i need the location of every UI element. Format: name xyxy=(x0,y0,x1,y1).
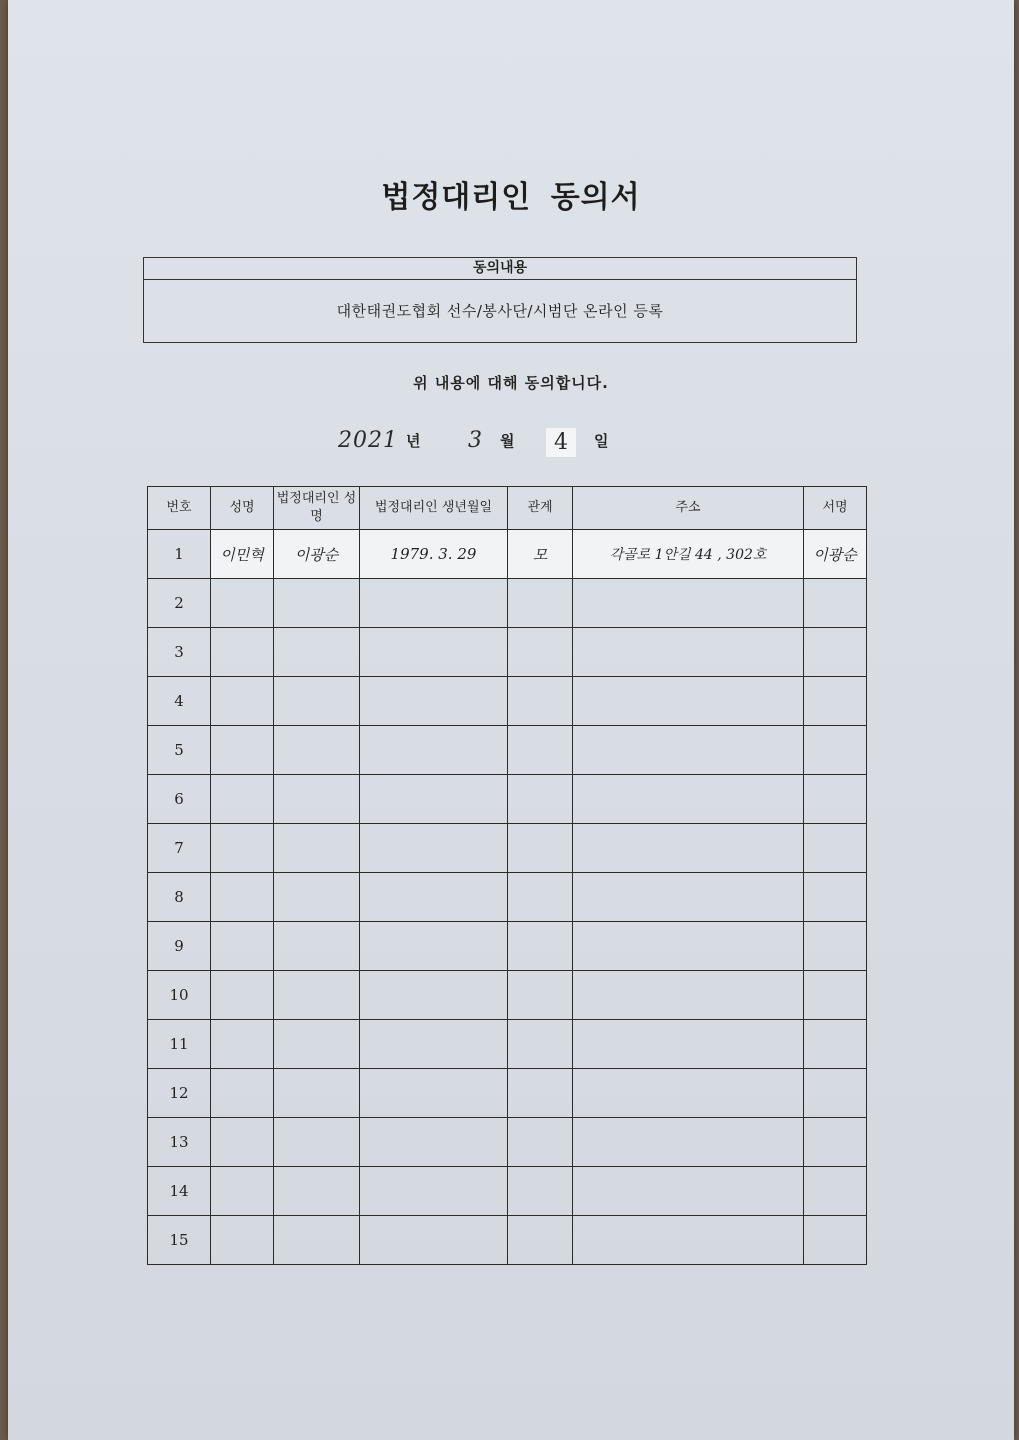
cell-signature: 이광순 xyxy=(804,530,867,579)
cell-guardian-name xyxy=(274,579,360,628)
cell-address xyxy=(573,579,804,628)
cell-signature xyxy=(804,824,867,873)
row-number: 8 xyxy=(148,873,211,922)
cell-guardian-birth xyxy=(360,1167,508,1216)
cell-address xyxy=(573,971,804,1020)
cell-guardian-birth xyxy=(360,873,508,922)
header-address: 주소 xyxy=(573,487,804,530)
cell-guardian-birth xyxy=(360,1216,508,1265)
cell-guardian-name xyxy=(274,1167,360,1216)
row-number: 14 xyxy=(148,1167,211,1216)
cell-signature xyxy=(804,1167,867,1216)
cell-guardian-name xyxy=(274,628,360,677)
header-relation: 관계 xyxy=(508,487,573,530)
cell-signature xyxy=(804,677,867,726)
row-number: 2 xyxy=(148,579,211,628)
cell-guardian-name xyxy=(274,971,360,1020)
cell-address xyxy=(573,1069,804,1118)
cell-signature xyxy=(804,628,867,677)
cell-name xyxy=(211,775,274,824)
cell-relation xyxy=(508,922,573,971)
cell-name: 이민혁 xyxy=(211,530,274,579)
table-row xyxy=(148,824,867,873)
cell-relation xyxy=(508,579,573,628)
cell-signature xyxy=(804,726,867,775)
row-number: 12 xyxy=(148,1069,211,1118)
table-row xyxy=(148,1069,867,1118)
table-row xyxy=(148,775,867,824)
cell-name xyxy=(211,1216,274,1265)
cell-guardian-birth xyxy=(360,579,508,628)
cell-address xyxy=(573,1118,804,1167)
cell-guardian-birth xyxy=(360,726,508,775)
consent-form-page xyxy=(8,0,1014,1440)
header-number: 번호 xyxy=(148,487,211,530)
cell-relation xyxy=(508,824,573,873)
cell-relation xyxy=(508,677,573,726)
cell-guardian-name xyxy=(274,1118,360,1167)
cell-address xyxy=(573,775,804,824)
cell-signature xyxy=(804,1020,867,1069)
date-month-value: 3 xyxy=(468,428,482,453)
table-header-row xyxy=(148,487,867,530)
cell-address: 각골로 1안길 44 , 302호 xyxy=(573,530,804,579)
table-row xyxy=(148,971,867,1020)
table-row xyxy=(148,1020,867,1069)
cell-name xyxy=(211,579,274,628)
table-row xyxy=(148,873,867,922)
row-number: 10 xyxy=(148,971,211,1020)
cell-guardian-name xyxy=(274,1020,360,1069)
row-number: 7 xyxy=(148,824,211,873)
cell-name xyxy=(211,1020,274,1069)
row-number: 15 xyxy=(148,1216,211,1265)
table-row xyxy=(148,1118,867,1167)
table-row xyxy=(148,1167,867,1216)
consent-content-box xyxy=(143,257,857,343)
cell-guardian-birth xyxy=(360,1020,508,1069)
cell-name xyxy=(211,971,274,1020)
row-number: 4 xyxy=(148,677,211,726)
cell-name xyxy=(211,726,274,775)
cell-address xyxy=(573,726,804,775)
cell-signature xyxy=(804,579,867,628)
signing-date xyxy=(338,422,658,462)
cell-guardian-name xyxy=(274,1216,360,1265)
header-signature: 서명 xyxy=(804,487,867,530)
cell-guardian-name xyxy=(274,922,360,971)
header-name: 성명 xyxy=(211,487,274,530)
cell-name xyxy=(211,1069,274,1118)
date-year-value: 2021 xyxy=(338,428,398,453)
cell-name xyxy=(211,1167,274,1216)
row-number: 11 xyxy=(148,1020,211,1069)
cell-name xyxy=(211,677,274,726)
row-number: 5 xyxy=(148,726,211,775)
cell-address xyxy=(573,1216,804,1265)
cell-signature xyxy=(804,1216,867,1265)
cell-relation xyxy=(508,1167,573,1216)
cell-guardian-birth: 1979. 3. 29 xyxy=(360,530,508,579)
cell-address xyxy=(573,922,804,971)
row-number: 6 xyxy=(148,775,211,824)
cell-name xyxy=(211,1118,274,1167)
cell-guardian-birth xyxy=(360,1069,508,1118)
cell-guardian-birth xyxy=(360,922,508,971)
cell-signature xyxy=(804,873,867,922)
cell-relation xyxy=(508,873,573,922)
cell-guardian-birth xyxy=(360,677,508,726)
cell-address xyxy=(573,628,804,677)
cell-guardian-name xyxy=(274,873,360,922)
cell-name xyxy=(211,824,274,873)
cell-address xyxy=(573,1020,804,1069)
table-row xyxy=(148,1216,867,1265)
cell-relation xyxy=(508,726,573,775)
cell-guardian-name xyxy=(274,775,360,824)
date-month-label: 월 xyxy=(500,432,515,450)
table-row xyxy=(148,628,867,677)
consent-content: 대한태권도협회 선수/봉사단/시범단 온라인 등록 xyxy=(336,302,664,320)
cell-signature xyxy=(804,775,867,824)
cell-signature xyxy=(804,1118,867,1167)
cell-address xyxy=(573,873,804,922)
date-day-value: 4 xyxy=(546,428,576,457)
cell-guardian-birth xyxy=(360,824,508,873)
cell-relation: 모 xyxy=(508,530,573,579)
cell-relation xyxy=(508,775,573,824)
table-row xyxy=(148,726,867,775)
cell-address xyxy=(573,824,804,873)
cell-name xyxy=(211,873,274,922)
header-guardian-birth: 법정대리인 생년월일 xyxy=(360,487,508,530)
cell-signature xyxy=(804,922,867,971)
row-number: 3 xyxy=(148,628,211,677)
cell-signature xyxy=(804,1069,867,1118)
cell-address xyxy=(573,677,804,726)
cell-name xyxy=(211,628,274,677)
cell-guardian-name xyxy=(274,677,360,726)
cell-relation xyxy=(508,971,573,1020)
table-row xyxy=(148,530,867,579)
date-year-label: 년 xyxy=(406,432,421,450)
consent-header: 동의내용 xyxy=(144,258,856,280)
cell-guardian-birth xyxy=(360,775,508,824)
cell-guardian-birth xyxy=(360,1118,508,1167)
row-number: 13 xyxy=(148,1118,211,1167)
cell-relation xyxy=(508,628,573,677)
document-title: 법정대리인 동의서 xyxy=(381,180,641,215)
cell-guardian-name xyxy=(274,824,360,873)
cell-relation xyxy=(508,1216,573,1265)
cell-guardian-name: 이광순 xyxy=(274,530,360,579)
cell-guardian-name xyxy=(274,1069,360,1118)
guardian-roster-table xyxy=(147,486,867,1265)
cell-signature xyxy=(804,971,867,1020)
cell-address xyxy=(573,1167,804,1216)
table-row xyxy=(148,922,867,971)
cell-relation xyxy=(508,1118,573,1167)
cell-relation xyxy=(508,1069,573,1118)
cell-name xyxy=(211,922,274,971)
cell-guardian-birth xyxy=(360,628,508,677)
cell-guardian-name xyxy=(274,726,360,775)
table-row xyxy=(148,677,867,726)
agreement-statement: 위 내용에 대해 동의합니다. xyxy=(413,374,609,392)
date-day-label: 일 xyxy=(594,432,609,450)
cell-guardian-birth xyxy=(360,971,508,1020)
table-row xyxy=(148,579,867,628)
cell-relation xyxy=(508,1020,573,1069)
header-guardian-name: 법정대리인 성명 xyxy=(274,487,360,530)
row-number: 1 xyxy=(148,530,211,579)
row-number: 9 xyxy=(148,922,211,971)
